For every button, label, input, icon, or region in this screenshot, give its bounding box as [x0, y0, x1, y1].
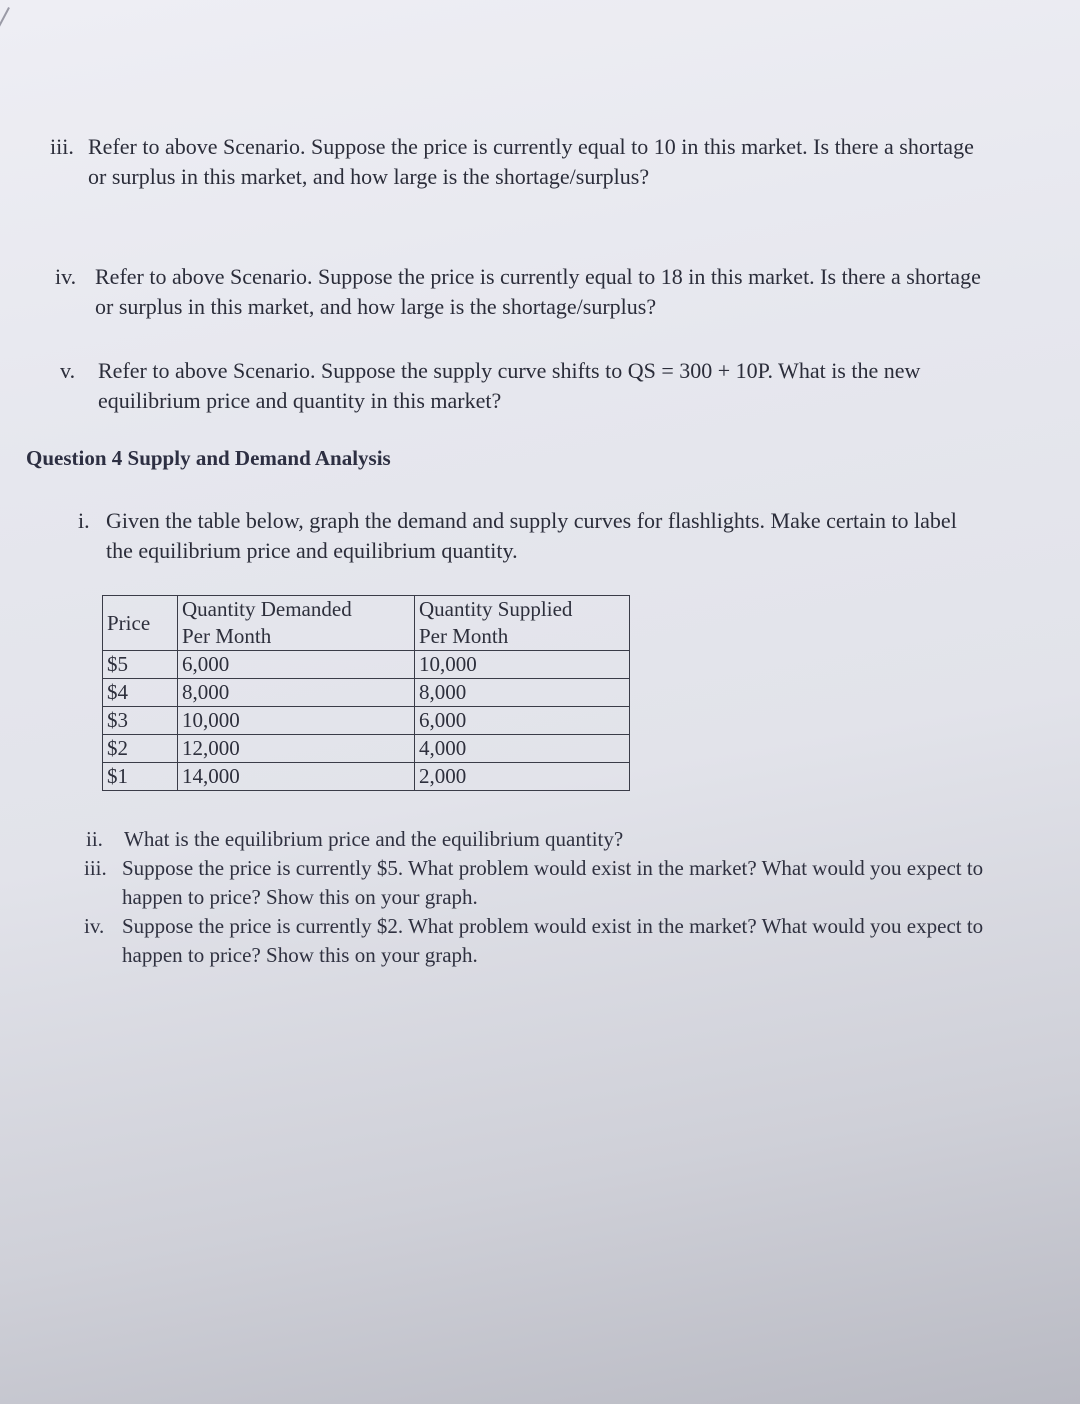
cell-quantity-demanded: 8,000	[178, 679, 415, 707]
question-4-part-iv	[84, 912, 984, 970]
header-price: Price	[103, 596, 178, 651]
header-quantity-supplied	[415, 596, 630, 651]
question-number: ii.	[86, 827, 103, 851]
question-number: iv.	[55, 264, 77, 289]
scenario-question-iv	[55, 262, 985, 322]
cell-quantity-demanded: 6,000	[178, 651, 415, 679]
table-header-row	[103, 596, 630, 651]
cell-quantity-supplied: 6,000	[415, 707, 630, 735]
question-text: Refer to above Scenario. Suppose the supply curve shifts to QS = 300 + 10P. What is the new equilibrium price and quantity in this market?	[98, 358, 921, 413]
cell-price: $5	[103, 651, 178, 679]
question-text: Suppose the price is currently $2. What problem would exist in the market? What would you expect to happen to price? Show this on your graph.	[122, 914, 984, 967]
scenario-question-v	[60, 356, 980, 416]
cell-quantity-supplied: 8,000	[415, 679, 630, 707]
supply-demand-table	[102, 595, 630, 791]
question-text: What is the equilibrium price and the equilibrium quantity?	[124, 827, 624, 851]
scenario-question-iii	[50, 132, 990, 192]
question-text: Refer to above Scenario. Suppose the price is currently equal to 18 in this market. Is there a shortage or surplus in this market, and how large is the shortage/surplus?	[95, 264, 981, 319]
header-qd-line1: Quantity Demanded	[182, 597, 352, 621]
header-quantity-demanded	[178, 596, 415, 651]
cell-price: $4	[103, 679, 178, 707]
question-number: iii.	[50, 134, 74, 159]
page-corner-edge	[0, 7, 10, 61]
table-row	[103, 707, 630, 735]
cell-price: $1	[103, 763, 178, 791]
cell-price: $2	[103, 735, 178, 763]
table-row	[103, 651, 630, 679]
header-qs-line2: Per Month	[419, 624, 509, 648]
table-row	[103, 763, 630, 791]
question-text: Given the table below, graph the demand and supply curves for flashlights. Make certain to label the equilibrium price and equilibrium quantity.	[106, 508, 957, 563]
question-number: i.	[78, 508, 90, 533]
cell-price: $3	[103, 707, 178, 735]
cell-quantity-demanded: 12,000	[178, 735, 415, 763]
question-4-part-ii	[86, 825, 986, 854]
question-4-part-i	[78, 506, 978, 566]
question-number: iii.	[84, 856, 107, 880]
question-4-heading: Question 4 Supply and Demand Analysis	[26, 446, 391, 470]
cell-quantity-supplied: 2,000	[415, 763, 630, 791]
question-number: v.	[60, 358, 76, 383]
cell-quantity-supplied: 10,000	[415, 651, 630, 679]
cell-quantity-supplied: 4,000	[415, 735, 630, 763]
table-row	[103, 735, 630, 763]
question-number: iv.	[84, 914, 105, 938]
cell-quantity-demanded: 14,000	[178, 763, 415, 791]
question-4-part-iii	[84, 854, 984, 912]
cell-quantity-demanded: 10,000	[178, 707, 415, 735]
question-text: Suppose the price is currently $5. What problem would exist in the market? What would you expect to happen to price? Show this on your graph.	[122, 856, 984, 909]
header-qd-line2: Per Month	[182, 624, 272, 648]
question-text: Refer to above Scenario. Suppose the price is currently equal to 10 in this market. Is there a shortage or surplus in this market, and how large is the shortage/surplus?	[88, 134, 974, 189]
header-qs-line1: Quantity Supplied	[419, 597, 573, 621]
table-row	[103, 679, 630, 707]
